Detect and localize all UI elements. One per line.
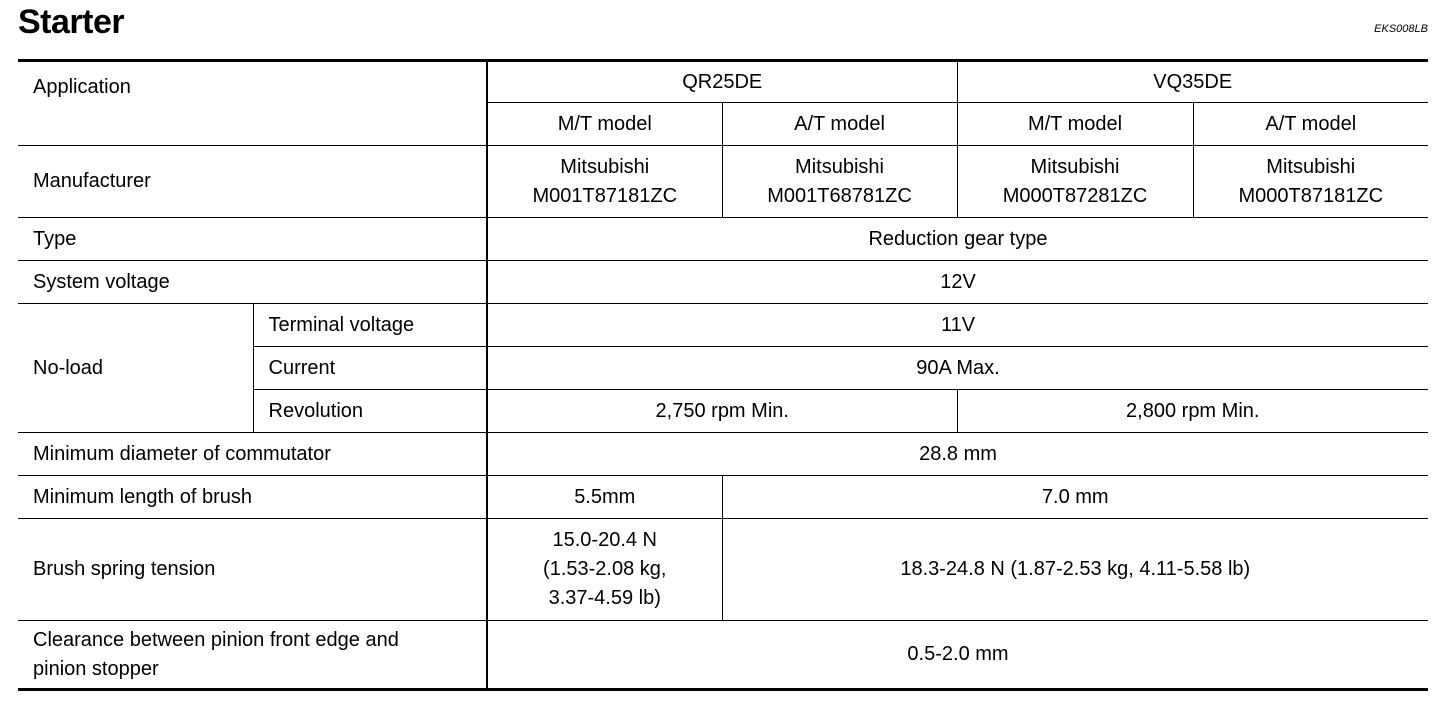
manufacturer-part: M001T68781ZC [767, 184, 912, 207]
spring-tension-label: Brush spring tension [18, 519, 487, 621]
system-voltage-label: System voltage [18, 261, 487, 304]
manufacturer-cell [487, 146, 722, 218]
model-qr25de-at: A/T model [722, 103, 957, 146]
brush-length-label: Minimum length of brush [18, 476, 487, 519]
revolution-value-vq35de: 2,800 rpm Min. [957, 390, 1428, 433]
brush-length-row [18, 476, 1428, 519]
manufacturer-cell [1193, 146, 1428, 218]
spring-tension-value-rest: 18.3-24.8 N (1.87-2.53 kg, 4.11-5.58 lb) [722, 519, 1428, 621]
manufacturer-part: M000T87281ZC [1002, 184, 1148, 207]
revolution-value-qr25de: 2,750 rpm Min. [487, 390, 957, 433]
manufacturer-name: Mitsubishi [795, 155, 884, 178]
manufacturer-name: Mitsubishi [1266, 155, 1356, 178]
clearance-label [18, 621, 487, 690]
model-qr25de-mt: M/T model [487, 103, 722, 146]
spring-tension-line: 15.0-20.4 N [552, 529, 657, 551]
spring-tension-line: 3.37-4.59 lb) [548, 587, 661, 609]
clearance-label-line: pinion stopper [33, 657, 159, 680]
terminal-voltage-row [18, 304, 1428, 347]
revolution-label: Revolution [253, 390, 487, 433]
manufacturer-cell [957, 146, 1193, 218]
terminal-voltage-value: 11V [487, 304, 1428, 347]
spring-tension-value-first [487, 519, 722, 621]
system-voltage-value: 12V [487, 261, 1428, 304]
type-value: Reduction gear type [487, 218, 1428, 261]
terminal-voltage-label: Terminal voltage [253, 304, 487, 347]
manufacturer-label: Manufacturer [18, 146, 487, 218]
manufacturer-part: M001T87181ZC [532, 184, 678, 207]
manufacturer-cell [722, 146, 957, 218]
engine-vq35de: VQ35DE [957, 61, 1428, 103]
spring-tension-row [18, 519, 1428, 621]
spring-tension-line: (1.53-2.08 kg, [543, 558, 667, 580]
page-title: Starter [18, 3, 125, 41]
no-load-label: No-load [18, 304, 253, 433]
type-label: Type [18, 218, 487, 261]
application-label: Application [18, 61, 487, 146]
document-code: EKS008LB [1374, 23, 1428, 35]
commutator-value: 28.8 mm [487, 433, 1428, 476]
engine-qr25de: QR25DE [487, 61, 957, 103]
commutator-row [18, 433, 1428, 476]
clearance-value: 0.5-2.0 mm [487, 621, 1428, 690]
clearance-label-line: Clearance between pinion front edge and [33, 628, 399, 651]
starter-spec-table [18, 59, 1428, 691]
system-voltage-row [18, 261, 1428, 304]
current-value: 90A Max. [487, 347, 1428, 390]
clearance-row [18, 621, 1428, 690]
model-vq35de-at: A/T model [1193, 103, 1428, 146]
brush-length-value-rest: 7.0 mm [722, 476, 1428, 519]
model-vq35de-mt: M/T model [957, 103, 1193, 146]
manufacturer-name: Mitsubishi [560, 155, 650, 178]
brush-length-value-first: 5.5mm [487, 476, 722, 519]
type-row [18, 218, 1428, 261]
current-label: Current [253, 347, 487, 390]
manufacturer-row [18, 146, 1428, 218]
manufacturer-part: M000T87181ZC [1238, 184, 1384, 207]
manufacturer-name: Mitsubishi [1030, 155, 1120, 178]
commutator-label: Minimum diameter of commutator [18, 433, 487, 476]
application-row [18, 61, 1428, 103]
